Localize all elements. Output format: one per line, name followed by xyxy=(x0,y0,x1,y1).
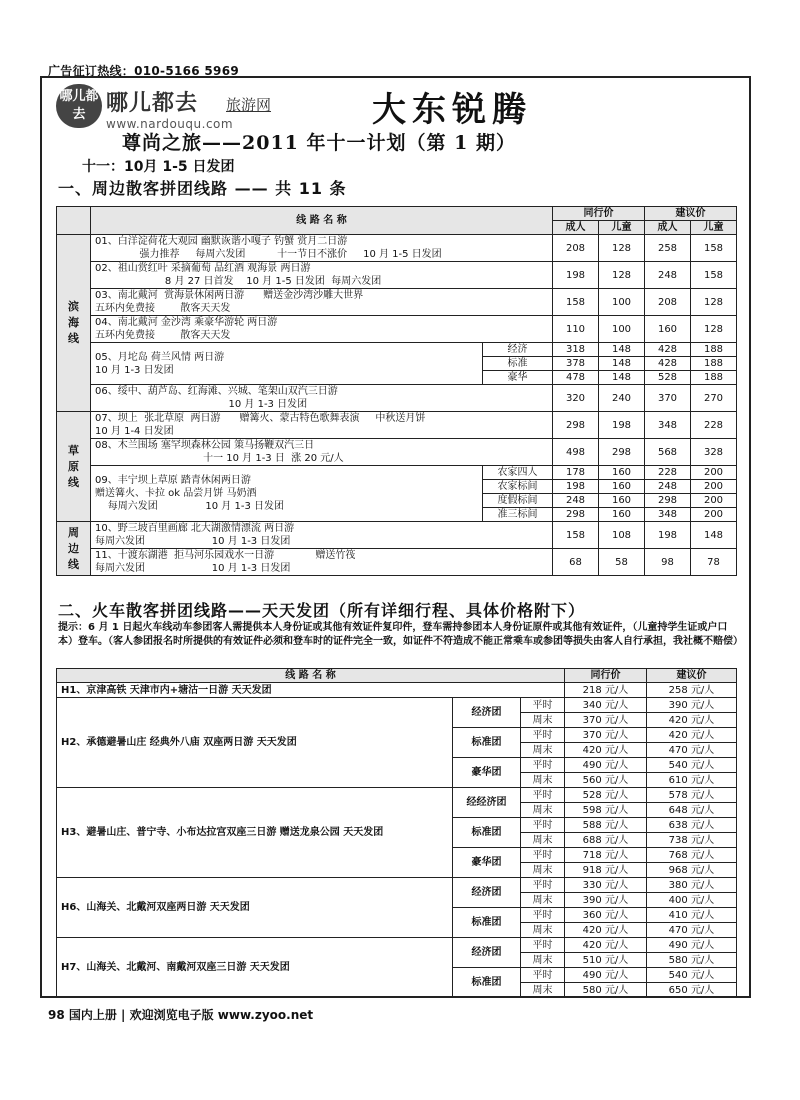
route-line: 09、丰宁坝上草原 踏青休闲两日游 xyxy=(95,475,251,486)
table-cell: 298 xyxy=(599,439,645,466)
local-routes-table xyxy=(56,206,737,576)
table-cell: 158 xyxy=(691,262,737,289)
route-line: 04、南北戴河 金沙湾 乘豪华游轮 两日游 xyxy=(95,317,278,328)
table-cell: 160 xyxy=(599,480,645,494)
table-cell: 108 xyxy=(599,522,645,549)
table-cell: 348 xyxy=(645,508,691,522)
route-04 xyxy=(91,316,553,343)
table-cell: 经济团 xyxy=(453,938,521,968)
table-cell: 228 xyxy=(645,466,691,480)
page-frame xyxy=(40,76,751,998)
page-footer: 98 国内上册 | 欢迎浏览电子版 www.zyoo.net xyxy=(48,1008,314,1022)
table-cell: 78 xyxy=(691,549,737,576)
route-line: 05、月坨岛 荷兰风情 两日游 xyxy=(95,351,225,363)
table-cell: 标准团 xyxy=(453,818,521,848)
table-cell: 128 xyxy=(599,262,645,289)
logo-name: 哪儿都去 xyxy=(106,91,199,116)
table-cell: 178 xyxy=(553,466,599,480)
route-line: 每周六发团 10 月 1-3 日发团 xyxy=(95,536,291,547)
route-h3: H3、避暑山庄、普宁寺、小布达拉宫双座三日游 赠送龙泉公园 天天发团 xyxy=(57,788,453,878)
route-line: 08、木兰围场 塞罕坝森林公园 策马扬鞭双汽三日 xyxy=(95,440,315,451)
table-cell: 490 元/人 xyxy=(647,938,737,953)
table-cell: 148 xyxy=(691,522,737,549)
logo-subtitle: 旅游网 xyxy=(226,96,272,114)
route-line: 每周六发团 10 月 1-3 日发团 xyxy=(95,563,291,574)
table-cell: 平时 xyxy=(521,728,565,743)
adult-header: 成人 xyxy=(645,221,691,235)
table-cell: 370 xyxy=(645,385,691,412)
table-cell: 248 xyxy=(645,262,691,289)
table-cell: 208 xyxy=(645,289,691,316)
table-cell: 400 元/人 xyxy=(647,893,737,908)
table-cell: 370 元/人 xyxy=(565,728,647,743)
table-cell: 平时 xyxy=(521,908,565,923)
route-line: 赠送篝火、卡拉 ok 品尝月饼 马奶酒 xyxy=(95,488,257,499)
route-10 xyxy=(91,522,553,549)
adult-header: 成人 xyxy=(553,221,599,235)
table-cell: 490 元/人 xyxy=(565,758,647,773)
table-cell: 148 xyxy=(599,343,645,357)
table-cell: 470 元/人 xyxy=(647,743,737,758)
table-cell: 318 xyxy=(553,343,599,357)
route-line: 五环内免费接 散客天天发 xyxy=(95,303,231,314)
table-cell: 580 元/人 xyxy=(565,983,647,998)
route-h6: H6、山海关、北戴河双座两日游 天天发团 xyxy=(57,878,453,938)
peer-price-header: 同行价 xyxy=(553,207,645,221)
table-cell: 128 xyxy=(599,235,645,262)
table-cell: 768 元/人 xyxy=(647,848,737,863)
route-line: 10 月 1-4 日发团 xyxy=(95,426,174,437)
route-05 xyxy=(91,343,483,385)
table-cell: 豪华 xyxy=(483,371,553,385)
region-header xyxy=(57,207,91,235)
table-cell: 248 xyxy=(645,480,691,494)
table-cell: 周末 xyxy=(521,833,565,848)
table-cell: 188 xyxy=(691,357,737,371)
table-cell: 428 xyxy=(645,357,691,371)
route-08 xyxy=(91,439,553,466)
table-cell: 标准团 xyxy=(453,968,521,998)
region-caoyuan: 草 原 线 xyxy=(57,412,91,522)
table-cell: 100 xyxy=(599,289,645,316)
table-cell: 148 xyxy=(599,371,645,385)
table-cell: 410 元/人 xyxy=(647,908,737,923)
table-cell: 平时 xyxy=(521,848,565,863)
table-cell: 58 xyxy=(599,549,645,576)
route-11 xyxy=(91,549,553,576)
table-cell: 328 xyxy=(691,439,737,466)
table-cell: 平时 xyxy=(521,938,565,953)
table-cell: 298 xyxy=(553,508,599,522)
table-cell: 平时 xyxy=(521,968,565,983)
table-cell: 578 元/人 xyxy=(647,788,737,803)
logo-badge: 哪儿都去 xyxy=(56,84,102,128)
table-cell: 258 元/人 xyxy=(647,683,737,698)
table-cell: 标准 xyxy=(483,357,553,371)
table-cell: 经济团 xyxy=(453,698,521,728)
table-cell: 经经济团 xyxy=(453,788,521,818)
table-cell: 390 元/人 xyxy=(647,698,737,713)
route-06 xyxy=(91,385,553,412)
table-cell: 470 元/人 xyxy=(647,923,737,938)
table-cell: 准三标间 xyxy=(483,508,553,522)
table-cell: 98 xyxy=(645,549,691,576)
table-cell: 568 xyxy=(645,439,691,466)
table-cell: 经济 xyxy=(483,343,553,357)
table-cell: 200 xyxy=(691,480,737,494)
section2-title: 二、火车散客拼团线路——天天发团（所有详细行程、具体价格附下） xyxy=(58,601,586,620)
table-cell: 周末 xyxy=(521,953,565,968)
table-cell: 经济团 xyxy=(453,878,521,908)
route-01 xyxy=(91,235,553,262)
table-cell: 豪华团 xyxy=(453,848,521,878)
route-h1: H1、京津高铁 天津市内+塘沽一日游 天天发团 xyxy=(57,683,565,698)
route-09 xyxy=(91,466,483,522)
table-cell: 528 xyxy=(645,371,691,385)
route-line: 07、坝上 张北草原 两日游 赠篝火、蒙古特色歌舞表演 中秋送月饼 xyxy=(95,413,426,424)
table-cell: 度假标间 xyxy=(483,494,553,508)
table-cell: 218 元/人 xyxy=(565,683,647,698)
table-cell: 378 xyxy=(553,357,599,371)
table-cell: 周末 xyxy=(521,893,565,908)
table-cell: 298 xyxy=(553,412,599,439)
table-cell: 228 xyxy=(691,412,737,439)
table-cell: 188 xyxy=(691,371,737,385)
region-zhoubian: 周 边 线 xyxy=(57,522,91,576)
table-cell: 200 xyxy=(691,508,737,522)
table-cell: 68 xyxy=(553,549,599,576)
table-cell: 420 元/人 xyxy=(647,728,737,743)
table-cell: 320 xyxy=(553,385,599,412)
route-line: 03、南北戴河 赏海景休闲两日游 赠送金沙湾沙雕大世界 xyxy=(95,290,364,301)
table-cell: 528 元/人 xyxy=(565,788,647,803)
table-cell: 610 元/人 xyxy=(647,773,737,788)
table-cell: 198 xyxy=(553,480,599,494)
suggest-price-header: 建议价 xyxy=(647,669,737,683)
table-cell: 580 元/人 xyxy=(647,953,737,968)
table-cell: 370 元/人 xyxy=(565,713,647,728)
table-cell: 648 元/人 xyxy=(647,803,737,818)
route-line: 10 月 1-3 日发团 xyxy=(95,399,308,410)
table-cell: 标准团 xyxy=(453,728,521,758)
route-line: 10、野三坡百里画廊 北大湖激情漂流 两日游 xyxy=(95,523,295,534)
table-cell: 158 xyxy=(553,522,599,549)
table-cell: 598 元/人 xyxy=(565,803,647,818)
table-cell: 560 元/人 xyxy=(565,773,647,788)
table-cell: 周末 xyxy=(521,803,565,818)
logo-url[interactable]: www.nardouqu.com xyxy=(106,117,234,131)
table-cell: 周末 xyxy=(521,983,565,998)
table-cell: 498 xyxy=(553,439,599,466)
table-cell: 平时 xyxy=(521,878,565,893)
table-cell: 510 元/人 xyxy=(565,953,647,968)
table-cell: 688 元/人 xyxy=(565,833,647,848)
table-cell: 420 元/人 xyxy=(565,743,647,758)
table-cell: 348 xyxy=(645,412,691,439)
table-cell: 718 元/人 xyxy=(565,848,647,863)
route-line: 06、绥中、葫芦岛、红海滩、兴城、笔架山双汽三日游 xyxy=(95,386,338,397)
table-cell: 380 元/人 xyxy=(647,878,737,893)
train-note: 提示：6 月 1 日起火车线动车参团客人需提供本人身份证或其他有效证件复印件，登车需持参团本人身份证原件或其他有效证件，（儿童持学生证或户口本）登车。（客人参团报名时所提供的有效证件必须和登车时的证件完全一致，如证件不符造成不能正常乘车或参团等损失由客人自行承担，我社概不赔偿） xyxy=(58,622,743,647)
route-line: 10 月 1-3 日发团 xyxy=(95,364,174,376)
table-cell: 270 xyxy=(691,385,737,412)
table-cell: 标准团 xyxy=(453,908,521,938)
route-line: 十一 10 月 1-3 日 涨 20 元/人 xyxy=(95,453,344,464)
table-cell: 638 元/人 xyxy=(647,818,737,833)
table-cell: 968 元/人 xyxy=(647,863,737,878)
table-cell: 农家四人 xyxy=(483,466,553,480)
table-cell: 158 xyxy=(691,235,737,262)
table-cell: 农家标间 xyxy=(483,480,553,494)
table-cell: 周末 xyxy=(521,713,565,728)
table-cell: 160 xyxy=(599,466,645,480)
table-cell: 478 xyxy=(553,371,599,385)
table-cell: 208 xyxy=(553,235,599,262)
route-line: 8 月 27 日首发 10 月 1-5 日发团 每周六发团 xyxy=(95,276,382,287)
route-header: 线 路 名 称 xyxy=(91,207,553,235)
table-cell: 豪华团 xyxy=(453,758,521,788)
table-cell: 240 xyxy=(599,385,645,412)
table-cell: 918 元/人 xyxy=(565,863,647,878)
table-cell: 198 xyxy=(645,522,691,549)
table-cell: 198 xyxy=(553,262,599,289)
route-header: 线 路 名 称 xyxy=(57,669,565,683)
route-line: 01、白洋淀荷花大观园 幽默诙谐小嘎子 钓蟹 赏月二日游 xyxy=(95,236,348,247)
table-cell: 420 元/人 xyxy=(565,938,647,953)
table-cell: 198 xyxy=(599,412,645,439)
section1-title: 一、周边散客拼团线路 —— 共 11 条 xyxy=(58,179,347,198)
peer-price-header: 同行价 xyxy=(565,669,647,683)
table-cell: 平时 xyxy=(521,758,565,773)
table-cell: 330 元/人 xyxy=(565,878,647,893)
child-header: 儿童 xyxy=(599,221,645,235)
table-cell: 340 元/人 xyxy=(565,698,647,713)
table-cell: 200 xyxy=(691,466,737,480)
suggest-price-header: 建议价 xyxy=(645,207,737,221)
route-03 xyxy=(91,289,553,316)
table-cell: 738 元/人 xyxy=(647,833,737,848)
table-cell: 周末 xyxy=(521,863,565,878)
table-cell: 148 xyxy=(599,357,645,371)
table-cell: 298 xyxy=(645,494,691,508)
route-line: 11、十渡东湖港 拒马河乐园戏水一日游 赠送竹筏 xyxy=(95,550,356,561)
table-cell: 428 xyxy=(645,343,691,357)
table-cell: 540 元/人 xyxy=(647,968,737,983)
table-cell: 周末 xyxy=(521,743,565,758)
table-cell: 588 元/人 xyxy=(565,818,647,833)
child-header: 儿童 xyxy=(691,221,737,235)
table-cell: 540 元/人 xyxy=(647,758,737,773)
brand-title: 大东锐腾 xyxy=(372,90,532,130)
depart-note: 十一：10月 1-5 日发团 xyxy=(82,159,235,175)
table-cell: 420 元/人 xyxy=(565,923,647,938)
table-cell: 490 元/人 xyxy=(565,968,647,983)
table-cell: 平时 xyxy=(521,818,565,833)
plan-title: 尊尚之旅——2011 年十一计划（第 1 期） xyxy=(122,132,516,154)
table-cell: 128 xyxy=(691,316,737,343)
table-cell: 平时 xyxy=(521,698,565,713)
route-line: 02、祖山赏红叶 采摘葡萄 品红酒 观海景 两日游 xyxy=(95,263,311,274)
table-cell: 650 元/人 xyxy=(647,983,737,998)
route-07 xyxy=(91,412,553,439)
ad-hotline: 广告征订热线：010-5166 5969 xyxy=(48,64,240,78)
table-cell: 248 xyxy=(553,494,599,508)
table-cell: 128 xyxy=(691,289,737,316)
table-cell: 160 xyxy=(599,494,645,508)
train-routes-table xyxy=(56,668,737,998)
route-line: 五环内免费接 散客天天发 xyxy=(95,330,231,341)
table-cell: 360 元/人 xyxy=(565,908,647,923)
table-cell: 390 元/人 xyxy=(565,893,647,908)
table-cell: 200 xyxy=(691,494,737,508)
table-cell: 160 xyxy=(599,508,645,522)
table-cell: 158 xyxy=(553,289,599,316)
table-cell: 110 xyxy=(553,316,599,343)
table-cell: 周末 xyxy=(521,923,565,938)
route-h2: H2、承德避暑山庄 经典外八庙 双座两日游 天天发团 xyxy=(57,698,453,788)
logo[interactable] xyxy=(56,84,286,132)
table-cell: 420 元/人 xyxy=(647,713,737,728)
table-cell: 160 xyxy=(645,316,691,343)
route-line: 强力推荐 每周六发团 十一节日不涨价 10 月 1-5 日发团 xyxy=(95,249,442,260)
table-cell: 100 xyxy=(599,316,645,343)
table-cell: 周末 xyxy=(521,773,565,788)
route-line: 每周六发团 10 月 1-3 日发团 xyxy=(95,501,284,512)
region-binhai: 滨 海 线 xyxy=(57,235,91,412)
route-h7: H7、山海关、北戴河、南戴河双座三日游 天天发团 xyxy=(57,938,453,998)
table-cell: 188 xyxy=(691,343,737,357)
table-cell: 平时 xyxy=(521,788,565,803)
route-02 xyxy=(91,262,553,289)
table-cell: 258 xyxy=(645,235,691,262)
